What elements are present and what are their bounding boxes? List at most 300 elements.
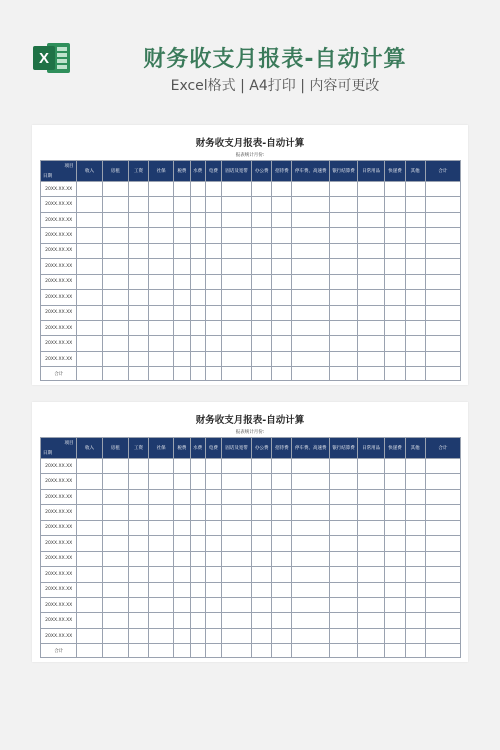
data-cell [272, 336, 292, 351]
data-cell [425, 520, 460, 535]
total-cell [425, 644, 460, 658]
data-cell [77, 582, 102, 597]
data-cell [385, 351, 405, 366]
table-row [41, 489, 461, 504]
data-cell [190, 613, 205, 628]
data-cell [77, 613, 102, 628]
data-cell [77, 351, 102, 366]
data-cell [149, 613, 174, 628]
data-cell [102, 228, 128, 243]
data-cell [149, 459, 174, 474]
data-cell [222, 474, 252, 489]
data-cell [190, 197, 205, 212]
data-cell [205, 274, 221, 289]
data-cell [102, 320, 128, 335]
corner-date-label: 日期 [43, 451, 52, 456]
data-cell [272, 551, 292, 566]
data-cell [292, 567, 330, 582]
total-cell [405, 644, 425, 658]
table-row [41, 305, 461, 320]
data-cell [405, 212, 425, 227]
total-cell [77, 644, 102, 658]
data-cell [425, 536, 460, 551]
total-cell [174, 644, 190, 658]
data-cell [205, 536, 221, 551]
data-cell [330, 320, 358, 335]
data-cell [405, 336, 425, 351]
data-cell [149, 212, 174, 227]
column-header: 快递费 [385, 161, 405, 182]
data-cell [174, 459, 190, 474]
data-cell [252, 259, 272, 274]
data-cell [129, 505, 149, 520]
table-row [41, 320, 461, 335]
data-cell [425, 305, 460, 320]
data-cell [292, 259, 330, 274]
date-cell: 20XX.XX.XX [41, 182, 77, 197]
data-cell [272, 290, 292, 305]
data-cell [272, 320, 292, 335]
data-cell [102, 197, 128, 212]
data-cell [149, 274, 174, 289]
data-cell [129, 567, 149, 582]
data-cell [385, 243, 405, 258]
total-cell [357, 367, 385, 381]
total-cell [292, 644, 330, 658]
data-cell [222, 613, 252, 628]
data-cell [357, 259, 385, 274]
data-cell [292, 336, 330, 351]
data-cell [174, 505, 190, 520]
data-cell [425, 182, 460, 197]
data-cell [174, 351, 190, 366]
data-cell [425, 243, 460, 258]
total-cell [149, 367, 174, 381]
data-cell [129, 489, 149, 504]
table-row [41, 212, 461, 227]
svg-text:X: X [38, 50, 50, 67]
column-header: 办公费 [252, 438, 272, 459]
data-cell [330, 459, 358, 474]
data-cell [405, 320, 425, 335]
data-cell [330, 505, 358, 520]
data-cell [292, 459, 330, 474]
data-cell [102, 290, 128, 305]
data-cell [292, 582, 330, 597]
data-cell [405, 520, 425, 535]
data-cell [357, 567, 385, 582]
data-cell [405, 274, 425, 289]
column-header: 招待费 [272, 438, 292, 459]
data-cell [292, 228, 330, 243]
data-cell [129, 551, 149, 566]
data-cell [292, 290, 330, 305]
data-cell [190, 320, 205, 335]
total-cell [205, 367, 221, 381]
data-cell [330, 336, 358, 351]
data-cell [385, 551, 405, 566]
data-cell [385, 259, 405, 274]
data-cell [205, 582, 221, 597]
data-cell [425, 336, 460, 351]
data-cell [174, 259, 190, 274]
total-cell [222, 367, 252, 381]
data-cell [174, 182, 190, 197]
table-row [41, 351, 461, 366]
data-cell [205, 505, 221, 520]
data-cell [292, 613, 330, 628]
data-cell [77, 228, 102, 243]
column-header: 电费 [205, 161, 221, 182]
data-cell [222, 597, 252, 612]
data-cell [190, 290, 205, 305]
data-cell [385, 228, 405, 243]
total-cell [330, 367, 358, 381]
data-cell [405, 567, 425, 582]
data-cell [425, 551, 460, 566]
data-cell [174, 536, 190, 551]
data-cell [102, 474, 128, 489]
data-cell [425, 228, 460, 243]
data-cell [77, 505, 102, 520]
data-cell [292, 551, 330, 566]
date-cell: 20XX.XX.XX [41, 259, 77, 274]
data-cell [102, 182, 128, 197]
data-cell [385, 520, 405, 535]
date-cell: 20XX.XX.XX [41, 628, 77, 643]
data-cell [222, 197, 252, 212]
data-cell [129, 290, 149, 305]
data-cell [149, 474, 174, 489]
data-cell [129, 228, 149, 243]
data-cell [405, 597, 425, 612]
date-cell: 20XX.XX.XX [41, 613, 77, 628]
data-cell [272, 243, 292, 258]
date-cell: 20XX.XX.XX [41, 290, 77, 305]
data-cell [385, 597, 405, 612]
table-row [41, 474, 461, 489]
total-cell [357, 644, 385, 658]
data-cell [77, 243, 102, 258]
column-header: 银行结算费 [330, 438, 358, 459]
table-row [41, 505, 461, 520]
column-header: 合计 [425, 438, 460, 459]
table-row [41, 243, 461, 258]
data-cell [330, 551, 358, 566]
data-cell [222, 489, 252, 504]
data-cell [252, 182, 272, 197]
data-cell [272, 351, 292, 366]
data-cell [252, 582, 272, 597]
data-cell [174, 197, 190, 212]
data-cell [102, 336, 128, 351]
data-cell [205, 613, 221, 628]
total-cell [330, 644, 358, 658]
data-cell [252, 567, 272, 582]
data-cell [330, 628, 358, 643]
data-cell [252, 290, 272, 305]
column-header: 日常用品 [357, 438, 385, 459]
data-cell [77, 259, 102, 274]
column-header: 工资 [129, 161, 149, 182]
data-cell [330, 274, 358, 289]
data-cell [129, 536, 149, 551]
data-cell [205, 243, 221, 258]
data-cell [102, 536, 128, 551]
data-cell [292, 597, 330, 612]
data-cell [129, 582, 149, 597]
data-cell [129, 305, 149, 320]
data-cell [357, 197, 385, 212]
data-cell [357, 582, 385, 597]
data-cell [425, 351, 460, 366]
data-cell [102, 628, 128, 643]
data-cell [292, 320, 330, 335]
data-cell [405, 259, 425, 274]
data-cell [129, 628, 149, 643]
data-cell [385, 582, 405, 597]
table-row [41, 459, 461, 474]
data-cell [252, 628, 272, 643]
data-cell [102, 259, 128, 274]
data-cell [292, 274, 330, 289]
data-cell [425, 459, 460, 474]
data-cell [190, 212, 205, 227]
table-row [41, 613, 461, 628]
header-row [41, 161, 461, 182]
banner-title: 财务收支月报表-自动计算 [143, 47, 407, 72]
data-cell [205, 628, 221, 643]
data-cell [102, 520, 128, 535]
total-cell [205, 644, 221, 658]
data-cell [252, 597, 272, 612]
total-cell [190, 367, 205, 381]
data-cell [405, 459, 425, 474]
data-cell [357, 489, 385, 504]
data-cell [405, 228, 425, 243]
total-cell [102, 644, 128, 658]
data-cell [425, 212, 460, 227]
data-cell [77, 290, 102, 305]
data-cell [205, 228, 221, 243]
data-cell [174, 212, 190, 227]
data-cell [149, 628, 174, 643]
banner-subtitle: Excel格式 | A4打印 | 内容可更改 [170, 78, 380, 94]
data-cell [292, 628, 330, 643]
data-cell [292, 351, 330, 366]
total-cell [149, 644, 174, 658]
data-cell [222, 505, 252, 520]
date-cell: 20XX.XX.XX [41, 351, 77, 366]
data-cell [385, 567, 405, 582]
data-cell [357, 274, 385, 289]
data-cell [190, 628, 205, 643]
data-cell [205, 551, 221, 566]
column-header: 电费 [205, 438, 221, 459]
sheet-title: 财务收支月报表-自动计算 [195, 415, 305, 426]
corner-date-label: 日期 [43, 174, 52, 179]
data-cell [205, 320, 221, 335]
data-cell [77, 628, 102, 643]
date-cell: 20XX.XX.XX [41, 274, 77, 289]
data-cell [190, 582, 205, 597]
data-cell [425, 320, 460, 335]
data-cell [77, 320, 102, 335]
data-cell [77, 197, 102, 212]
data-cell [205, 212, 221, 227]
date-cell: 20XX.XX.XX [41, 489, 77, 504]
data-cell [252, 520, 272, 535]
column-header: 其他 [405, 161, 425, 182]
table-row [41, 597, 461, 612]
data-cell [174, 628, 190, 643]
data-cell [222, 567, 252, 582]
data-cell [77, 536, 102, 551]
data-cell [252, 459, 272, 474]
data-cell [77, 274, 102, 289]
data-cell [174, 613, 190, 628]
data-cell [252, 197, 272, 212]
total-cell [405, 367, 425, 381]
data-cell [272, 520, 292, 535]
data-cell [385, 182, 405, 197]
data-cell [385, 628, 405, 643]
data-cell [405, 613, 425, 628]
data-cell [425, 567, 460, 582]
data-cell [77, 182, 102, 197]
total-cell [174, 367, 190, 381]
date-cell: 20XX.XX.XX [41, 320, 77, 335]
data-cell [222, 182, 252, 197]
column-header: 固话及宽带 [222, 438, 252, 459]
total-label: 合计 [41, 644, 77, 658]
data-cell [222, 551, 252, 566]
date-cell: 20XX.XX.XX [41, 567, 77, 582]
column-header: 水费 [190, 438, 205, 459]
data-cell [222, 290, 252, 305]
data-cell [149, 197, 174, 212]
data-cell [357, 351, 385, 366]
date-cell: 20XX.XX.XX [41, 243, 77, 258]
data-cell [405, 351, 425, 366]
data-cell [357, 459, 385, 474]
column-header: 水费 [190, 161, 205, 182]
data-cell [149, 182, 174, 197]
table-row [41, 228, 461, 243]
table-row [41, 551, 461, 566]
data-cell [357, 520, 385, 535]
data-cell [222, 259, 252, 274]
data-cell [205, 459, 221, 474]
data-cell [205, 567, 221, 582]
data-cell [102, 597, 128, 612]
data-cell [174, 520, 190, 535]
data-cell [129, 182, 149, 197]
data-cell [205, 489, 221, 504]
data-cell [252, 274, 272, 289]
data-cell [405, 182, 425, 197]
data-cell [205, 259, 221, 274]
corner-item-label: 项目 [64, 441, 74, 446]
data-cell [405, 505, 425, 520]
data-cell [330, 597, 358, 612]
data-cell [77, 489, 102, 504]
data-cell [330, 259, 358, 274]
table-row [41, 197, 461, 212]
data-cell [129, 212, 149, 227]
column-header: 房租 [102, 161, 128, 182]
data-cell [330, 613, 358, 628]
data-cell [77, 336, 102, 351]
data-cell [385, 505, 405, 520]
data-cell [77, 597, 102, 612]
data-cell [330, 567, 358, 582]
data-cell [222, 582, 252, 597]
data-cell [77, 474, 102, 489]
data-cell [405, 582, 425, 597]
data-cell [405, 197, 425, 212]
total-cell [252, 644, 272, 658]
data-cell [330, 243, 358, 258]
column-header: 税费 [174, 438, 190, 459]
data-cell [292, 182, 330, 197]
data-cell [252, 505, 272, 520]
table-row [41, 274, 461, 289]
data-cell [385, 197, 405, 212]
data-cell [222, 536, 252, 551]
data-cell [190, 182, 205, 197]
data-cell [385, 474, 405, 489]
sheet-preview [32, 125, 468, 385]
data-cell [129, 520, 149, 535]
data-cell [272, 274, 292, 289]
data-cell [205, 305, 221, 320]
data-cell [357, 320, 385, 335]
data-cell [190, 597, 205, 612]
table-row [41, 336, 461, 351]
corner-header [41, 161, 77, 182]
column-header: 社保 [149, 438, 174, 459]
date-cell: 20XX.XX.XX [41, 336, 77, 351]
data-cell [272, 474, 292, 489]
data-cell [357, 597, 385, 612]
total-cell [190, 644, 205, 658]
total-cell [77, 367, 102, 381]
total-cell [222, 644, 252, 658]
column-header: 工资 [129, 438, 149, 459]
data-cell [405, 489, 425, 504]
data-cell [77, 567, 102, 582]
table-row [41, 582, 461, 597]
data-cell [330, 212, 358, 227]
data-cell [330, 351, 358, 366]
data-cell [425, 197, 460, 212]
data-cell [190, 228, 205, 243]
column-header: 社保 [149, 161, 174, 182]
date-cell: 20XX.XX.XX [41, 212, 77, 227]
data-cell [385, 290, 405, 305]
data-cell [272, 536, 292, 551]
data-cell [149, 489, 174, 504]
data-cell [205, 182, 221, 197]
data-cell [292, 474, 330, 489]
data-cell [252, 243, 272, 258]
data-cell [272, 489, 292, 504]
data-cell [190, 259, 205, 274]
data-cell [222, 351, 252, 366]
data-cell [205, 290, 221, 305]
data-cell [102, 274, 128, 289]
